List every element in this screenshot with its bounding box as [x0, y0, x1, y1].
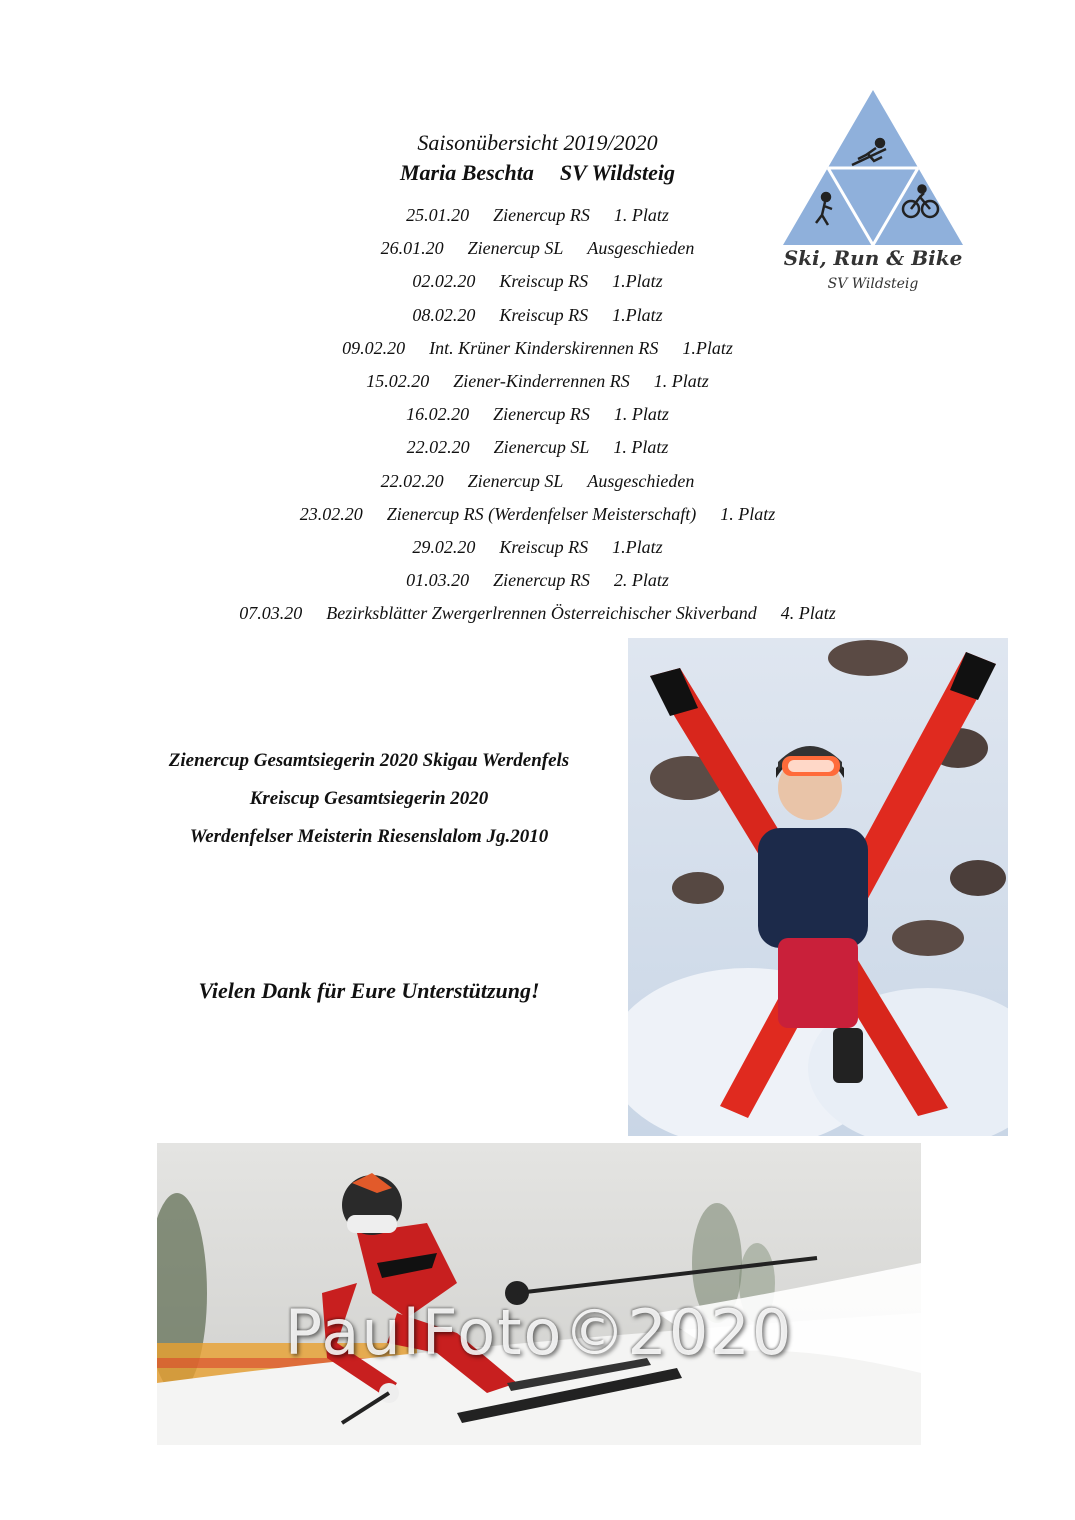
page-title: Saisonübersicht 2019/2020: [417, 130, 658, 155]
achievement-line: Werdenfelser Meisterin Riesenslalom Jg.2010: [189, 826, 549, 847]
pants: [778, 938, 858, 1028]
result-row: 23.02.20 Zienercup RS (Werdenfelser Meisterschaft) 1. Platz: [299, 504, 776, 524]
result-row: 01.03.20 Zienercup RS 2. Platz: [406, 570, 669, 590]
logo-text: Ski, Run & Bike: [783, 246, 963, 270]
result-row: 09.02.20 Int. Krüner Kinderskirennen RS 1.Platz: [342, 338, 733, 358]
result-row: 22.02.20 Zienercup SL 1. Platz: [406, 437, 669, 457]
result-row: 16.02.20 Zienercup RS 1. Platz: [406, 404, 669, 424]
racing-photo: [157, 1143, 921, 1445]
logo-subtext: SV Wildsteig: [827, 276, 919, 292]
result-row: 25.01.20 Zienercup RS 1. Platz: [406, 205, 669, 225]
result-row: 15.02.20 Ziener-Kinderrennen RS 1. Platz: [366, 371, 709, 391]
result-row: 08.02.20 Kreiscup RS 1.Platz: [412, 305, 663, 325]
result-row: 22.02.20 Zienercup SL Ausgeschieden: [380, 471, 695, 491]
result-row: 26.01.20 Zienercup SL Ausgeschieden: [380, 238, 695, 258]
thanks-message: Vielen Dank für Eure Unterstützung!: [198, 978, 540, 1003]
achievement-line: Kreiscup Gesamtsiegerin 2020: [249, 788, 489, 809]
jacket: [758, 828, 868, 948]
athlete-photo-skis: [628, 638, 1008, 1136]
result-row: 07.03.20 Bezirksblätter Zwergerlrennen Österreichischer Skiverband 4. Platz: [239, 603, 836, 623]
result-row: 29.02.20 Kreiscup RS 1.Platz: [412, 537, 663, 557]
result-row: 02.02.20 Kreiscup RS 1.Platz: [412, 271, 663, 291]
achievement-line: Zienercup Gesamtsiegerin 2020 Skigau Werdenfels: [168, 750, 570, 771]
athlete-name: Maria Beschta: [400, 160, 534, 185]
club-name: SV Wildsteig: [559, 160, 675, 185]
photo-watermark: PaulFoto©2020: [284, 1296, 794, 1369]
